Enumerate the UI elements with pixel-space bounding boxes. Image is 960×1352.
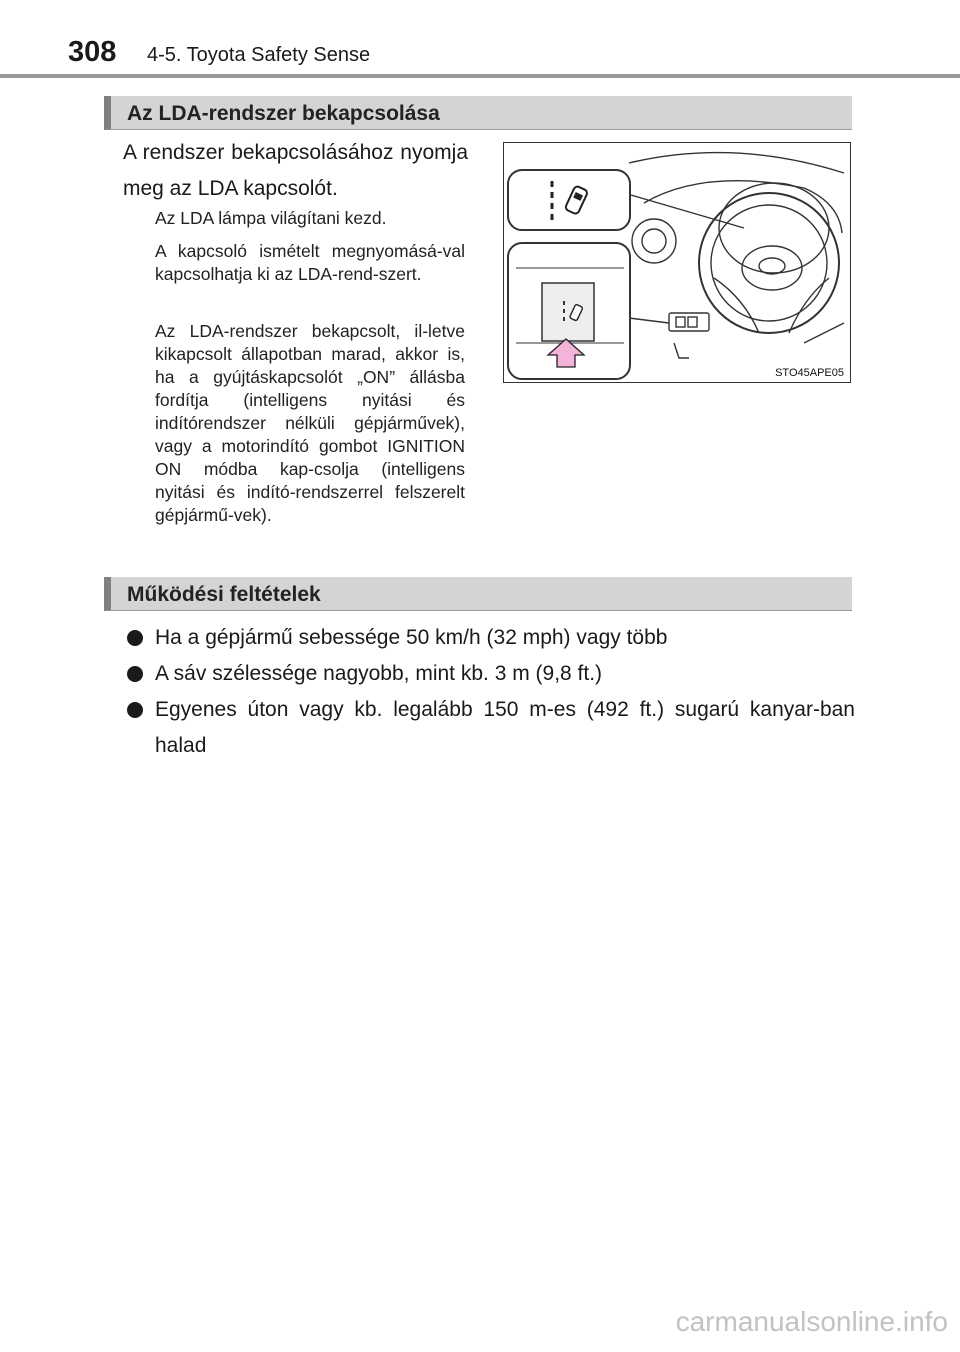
header-divider <box>0 74 960 78</box>
lower-panel-line <box>674 343 689 358</box>
bullet-icon <box>127 702 143 718</box>
note-state-retained: Az LDA-rendszer bekapcsolt, il-letve kikapcsolt állapotban marad, akkor is, ha a gyújtáskapcsolót „ON” állásba fordítja (intelligens nyitási és indítórendszer nélküli gépjárművek), vagy a motorindító gombot IGNITION ON módba kap-csolja (intelligens nyitási és indító-rendszerrel felszerelt gépjármű-vek). <box>155 321 465 525</box>
page-number: 308 <box>68 36 117 68</box>
list-item-text: Ha a gépjármű sebessége 50 km/h (32 mph) vagy több <box>155 626 668 649</box>
watermark: carmanualsonline.info <box>675 1306 948 1337</box>
figure-code: STO45APE05 <box>775 367 844 379</box>
dashboard-drawing <box>504 143 849 381</box>
list-item <box>125 692 855 764</box>
bullet-icon <box>127 630 143 646</box>
list-item-text: A sáv szélessége nagyobb, mint kb. 3 m (9,8 ft.) <box>155 662 603 685</box>
section-title: Működési feltételek <box>127 583 321 606</box>
switch-1 <box>676 317 685 327</box>
dashboard-outline <box>629 153 844 173</box>
list-item <box>125 656 855 692</box>
section-title: Az LDA-rendszer bekapcsolása <box>127 102 440 125</box>
list-item-text: Egyenes úton vagy kb. legalább 150 m-es (492 ft.) sugarú kanyar-ban halad <box>155 698 855 757</box>
section-heading-lda-activation <box>104 96 852 130</box>
lda-switch-illustration <box>503 142 851 383</box>
steering-wheel <box>699 193 839 333</box>
chapter-title: 4-5. Toyota Safety Sense <box>147 44 371 66</box>
list-item <box>125 620 855 656</box>
left-vent-inner <box>642 229 666 253</box>
leader-line-upper <box>631 195 744 228</box>
instrument-cluster <box>719 183 829 273</box>
conditions-list <box>125 620 855 764</box>
leader-line-lower <box>629 318 669 323</box>
steering-hub <box>742 246 802 290</box>
switch-2 <box>688 317 697 327</box>
section-heading-operating-conditions <box>104 577 852 611</box>
lda-switch-button <box>542 283 594 341</box>
bullet-icon <box>127 666 143 682</box>
right-dash-line <box>804 323 844 343</box>
note-lamp-on: Az LDA lámpa világítani kezd. <box>155 208 387 228</box>
note-toggle-off: A kapcsoló ismételt megnyomásá-val kapcsolhatja ki az LDA-rend-szert. <box>155 241 465 284</box>
intro-paragraph: A rendszer bekapcsolásához nyomja meg az LDA kapcsolót. <box>123 141 468 200</box>
toyota-emblem <box>759 258 785 274</box>
left-vent <box>632 219 676 263</box>
switch-panel <box>669 313 709 331</box>
